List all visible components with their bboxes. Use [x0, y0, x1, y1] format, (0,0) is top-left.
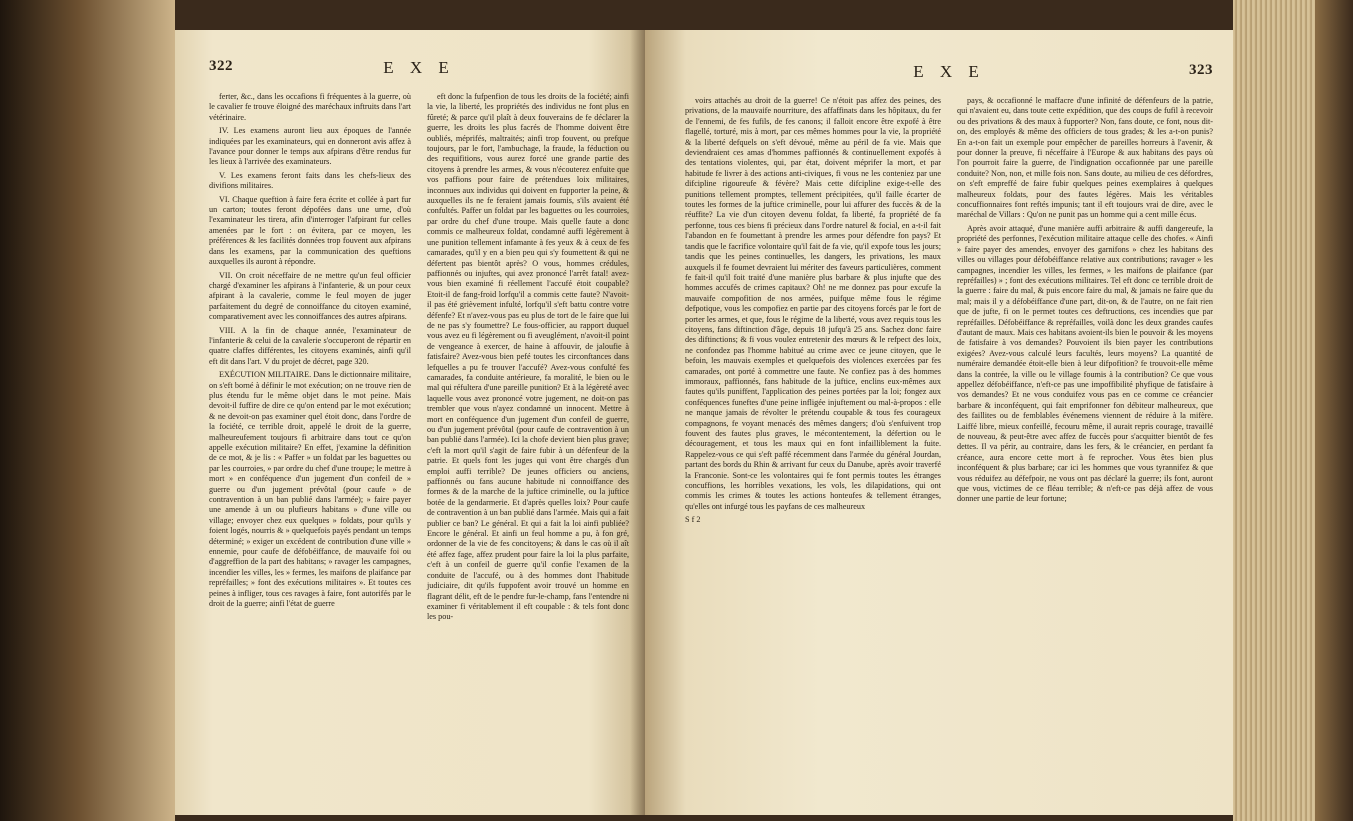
left-page-header: E X E [383, 58, 455, 77]
paragraph: IV. Les examens auront lieu aux époques de l'année indiquées par les examinateurs, qui en donneront avis affez à l'avance pour donner le temps aux afpirans d'être rendus fur les lieux à l'arrivée des examinateurs. [209, 126, 411, 167]
right-column-2 [957, 96, 1213, 515]
paragraph: ferter, &c., dans les occafions fi fréquentes à la guerre, où le cavalier fe trouve éloigné des maréchaux inftruits dans l'art vétérinaire. [209, 92, 411, 122]
left-page [175, 30, 645, 815]
right-page-header: E X E [913, 62, 985, 81]
left-column-1 [209, 92, 411, 626]
paragraph: V. Les examens feront faits dans les chefs-lieux des divifions militaires. [209, 170, 411, 191]
book-edge-left [0, 0, 175, 821]
paragraph: EXÉCUTION MILITAIRE. Dans le dictionnaire militaire, on s'eft borné à définir le mot exécution; on ne trouve rien de plus étendu fur le même objet dans le mot peine. Mais devoit-il fuffire de dire ce qu'on entend par le mot exécution; & ne devoit-on pas examiner quel étoit donc, dans l'ordre de la fociété, ce terrible droit, appelé le droit de la guerre, malheureufement toujours fi arbitraire dans tout ce qu'on appelle exécution militaire? En effet, j'examine la définition de ce mot, & je lis : « Paffer » un foldat par les baguettes ou par les courroies, » par ordre du chef d'une troupe; le mettre à mort » en conféquence d'un jugement d'un confeil de » guerre ou d'un jugement prévôtal (pour caufe » de contravention à un ban publié dans l'armée); » faire payer une amende à un ou plufieurs habitans » d'une ville ou village; envoyer chez eux quelques » foldats, pour qu'ils y foient logés, nourris & » quelquefois payés pendant un temps déterminé; » exiger un excédent de contribution d'une ville » ennemie, pour caufe de défobéiffance, de mauvaife foi ou d'aggreffion de la part des habitans; » ravager les campagnes, incendier les villes, les » fermes, les maifons de plaifance par repréfailles; » font des exécutions militaires ». Et toutes ces peines à infliger, tous ces ravages à faire, font autorifés par le droit de la guerre; ainfi l'état de guerre [209, 370, 411, 609]
left-columns [209, 92, 629, 626]
right-page [645, 30, 1233, 815]
paragraph: VIII. A la fin de chaque année, l'examinateur de l'infanterie & celui de la cavalerie s'occuperont de répartir en quatre claffes différentes, les citoyens examinés, ainfi qu'il eft dit dans l'art. V du projet de décret, page 320. [209, 325, 411, 366]
paragraph: eft donc la fufpenfion de tous les droits de la fociété; ainfi la vie, la liberté, les propriétés des individus ne font plus en fûreté; & parce qu'il plaît à deux fouverains de fe déclarer la guerre, les droits les plus facrés de l'homme doivent être oubliés, méprifés, maltraités; ainfi trop fouvent, ou prefque toujours, par le fort, l'ambuchage, la fraude, la féduction ou des requifitions, vous aurez forcé une grande partie des citoyens à prendre les armes, & vous n'écouterez enfuite que vos paffions pour faire de prétendues loix militaires, inconnues aux individus qui doivent en fupporter la peine, & auxquelles ils ne fe feraient jamais foumis, s'ils avaient été confultés. Paffer un foldat par les baguettes ou les courroies, par ordre du chef d'une troupe. Mais quelle faute a donc commis ce malheureux foldat, condamné auffi légèrement à une punition tellement infamante à fes yeux & à ceux de fes camarades, qu'il y en a bien peu qui s'y foumettent & qui ne défertent pas bientôt après? O vous, hommes crédules, paffionnés ou injuftes, qui avez prononcé l'arrêt fatal! avez-vous bien examiné fi réellement l'accufé étoit coupable? Etoit-il de fang-froid lorfqu'il a commis cette faute? N'avoit-il pas été grièvement infulté, lorfqu'il s'eft battu contre votre défenfe? Et n'avez-vous pas eu plus de tort de le faire que lui de ne pas s'y foumettre? Le fous-officier, au rapport duquel vous avez eu fi légèrement ou fi aveuglément, n'avoit-il point de vengeance à exercer, de haine à affouvir, de jaloufie à fatisfaire? Avez-vous bien pefé toutes les circonftances dans lefquelles a pu fe trouver l'accufé? Avez-vous confulté fes camarades, fa conduite antérieure, fa moralité, le bien ou le mal qui réfultera d'une pareille punition? Et à la légèreté avec laquelle vous avez prononcé votre jugement, ne doit-on pas trembler que vous n'ayez condamné un innocent. Mettre à mort en conféquence d'un jugement d'un confeil de guerre, ou d'un jugement prévôtal (pour caufe de contravention à un ban publié dans l'armée). Ici la chofe devient bien plus grave; c'eft la mort qu'il s'agit de faire fubir à un défenfeur de la patrie. Et quels font les juges qui vont être chargés d'un emploi auffi terrible? De jeunes officiers ou anciens, paffionnés ou fans aucune habitude ni connoiffance des formes & de la marche de la juftice criminelle, ou la juftice botée de la gendarmerie. Et d'après quelles loix? Pour caufe de contravention à un ban publié dans l'armée. Mais qui a fait publier ce ban? Le général. Et qui a fait la loi ainfi publiée? Encore le général. Et ainfi un feul homme a pu, à fon gré, ordonner de la vie de fes concitoyens; & dans le cas où il aît été affez fage, affez prudent pour faire la loi la plus parfaite, c'eft à un confeil de guerre qu'il confie l'examen de la conduite de l'accufé, ou à des hommes dont l'habitude judiciaire, dit qu'ils fuppofent avoir trouvé un homme en flagrant délit, eft de le pendre fur-le-champ, fans l'entendre ni examiner fi véritablement il eft coupable : & tels font donc les pou- [427, 92, 629, 622]
right-column-1 [685, 96, 941, 515]
left-column-2 [427, 92, 629, 626]
signature-mark: S f 2 [685, 515, 701, 525]
right-columns [685, 96, 1213, 515]
left-running-head [209, 58, 629, 84]
left-page-number: 322 [209, 58, 233, 74]
paragraph: VII. On croit néceffaire de ne mettre qu'un feul officier chargé d'examiner les afpirans à l'infanterie, & un pour ceux afpirant à la cavalerie, comme le feul moyen de juger parfaitement du degré de connoiffance du citoyen examiné, comparativement avec les connoiffances des autres afpirans. [209, 270, 411, 322]
right-running-head [685, 62, 1213, 88]
book-edge-right [1233, 0, 1353, 821]
paragraph: voirs attachés au droit de la guerre! Ce n'étoit pas affez des peines, des privations, de la mauvaife nourriture, des affaffinats dans les hôpitaux, du fer de l'ennemi, de fes fufils, de fes canons; il falloit encore être expofé à être flagellé, torturé, mis à mort, par ces mêmes hommes pour la vie, la propriété & la liberté defquels on s'eft dévoué, même au péril de fa vie. Mais que deviendraient ces amas d'hommes paffionnés & continuellement expofés à des tentations violentes, qui, par état, doivent méprifer la mort, et par habitude fe livrer à des actions anti-civiques, fi vous ne les conteniez par une difcipline rigoureufe & févère? Mais cette difcipline exige-t-elle des punitions tellement promptes, tellement précipitées, qu'il faille écarter de toutes les formes de la juftice criminelle, pour lui affurer des fuccès & de la réuffite? La vie d'un citoyen devenu foldat, fa liberté, fa propriété de fa perfonne, tous ces biens fi précieux dans l'ordre naturel & focial, en a-t-il fait l'abandon en fe foumettant à prendre les armes pour défendre fon pays? Et tandis que le facrifice volontaire qu'il fait de fa vie, qu'il expofe tous les jours; tandis que les peines continuelles, les dangers, les privations, les maux auxquels il fe foumet devraient lui mériter des faveurs particulières, comment fe fait-il qu'il foit traité d'une manière plus barbare & plus injufte que des hommes accufés de crimes capitaux? Oh! ne me donnez pas pour excufe la mauvaife compofition de nos armées, puifque même fous le régime defpotique, vous les compofiez en partie par des citoyens forcés par le fort de porter les armes, et que, fous le régime de la liberté, vous avez requis tous les citoyens, fans diftinction d'âge, depuis 18 jufqu'à 25 ans. Sachez donc faire des diftinctions; & fi vous voulez entretenir des mœurs & le refpect des loix, ne confondez pas l'homme habitué au crime avec ce jeune citoyen, que le befoin, les mauvais exemples et quelquefois des violences exercées par fes camarades, ont porté à commettre une faute. Ne confiez pas à des hommes immoraux, paffionnés, fans habitude de la juftice, enclins eux-mêmes aux fautes qu'ils puniffent, l'application des peines portées par la loi; fongez aux conféquences funeftes d'une peine infligée injuftement ou mal-à-propos : elle ne manque jamais de révolter le prétendu coupable & tous fes courageux compagnons, fe voyant menacés des mêmes dangers; d'où s'enfuivent trop fouvent des fautes plus graves, le mécontentement, la défertion ou le découragement, et tous les maux qui en font infailliblement la fuite. Rappelez-vous ce qui s'eft paffé récemment dans l'armée du général Jourdan, partant des bords du Rhin & arrivant fur ceux du Danube, après avoir traverfé la Franconie. Sont-ce les volontaires qui fe font permis toutes les étranges concuffions, les horribles vexations, les vols, les dilapidations, qui ont commis les crimes & toutes les actions honteufes & tellement étranges, qu'elles ont infurgé tous les payfans de ces malheureux [685, 96, 941, 511]
paragraph: pays, & occafionné le maffacre d'une infinité de défenfeurs de la patrie, qui n'avaient eu, dans toute cette expédition, que des coups de fufil à recevoir ou des privations & des maux à fupporter? Non, fans doute, ce font, nous dit-on, des employés & même des officiers de tous grades; & les a-t-on punis? En a-t-on fait un exemple pour empêcher de pareilles horreurs à l'avenir, & pour donner la preuve, fi néceffaire à l'Europe & aux habitans des pays où l'on pourroit faire la guerre, de l'indignation occafionnée par une pareille conduite? Non, non, et mille fois non. Sans doute, au milieu de ces défordres, on s'eft empreffé de faire fubir quelques peines exemplaires à quelques malheureux foldats, pour des fautes légères. Mais les véritables concuffionnaires font reftés impunis; tant il eft toujours vrai de dire, avec le maréchal de Villars : Qu'on ne punit pas un homme qui a cent mille écus. [957, 96, 1213, 220]
right-page-number: 323 [1189, 62, 1213, 78]
paragraph: Après avoir attaqué, d'une manière auffi arbitraire & auffi dangereufe, la propriété des perfonnes, l'exécution militaire attaque celle des chofes. « Ainfi » faire payer des amendes, envoyer des garnifons » chez les habitans des villes ou villages pour défobéiffance relative aux contributions; ravager » les campagnes, incendier les villes, les fermes, » les maifons de plaifance (par repréfailles) » ; font des exécutions militaires. Tel eft donc ce terrible droit de la guerre : faire du mal, & puis encore faire du mal, & jamais ne faire que du mal; mais il y a défobéiffance d'une part, dit-on, & de l'autre, on ne fait rien que de jufte, fi on le permet toutes ces deftructions, ces incendies que par repréfailles. Défobéiffance & repréfailles, voilà donc les deux grandes caufes d'autant de maux. Mais ces habitans avoient-ils bien le pouvoir & les moyens de fatisfaire à vos demandes? Pouvoient ils bien payer les contributions exigées? Avez-vous calculé leurs facultés, leurs moyens? La quantité de numéraire demandée étoit-elle bien à leur difpofition? fe trouvoit-elle même dans la contrée, la ville ou le village foumis à la contribution? Ce que vous appellez défobéiffance, n'eft-ce pas une impoffibilité phyfique de fatisfaire à vos demandes? Et ne vous conduifez vous pas en ce comme ce créancier barbare & inconféquent, qui fait emprifonner fon débiteur malheureux, que des faillites ou de femblables événemens viennent de réduire à la mifère. Laiffé libre, mieux confeillé, fecouru même, il aurait repris courage, travaillé de nouveau, & peut-être avec affez de fuccès pour s'acquitter bientôt de fes dettes. Il va périr, au contraire, dans les fers, & le créancier, en perdant fa créance, aura encore cette mort à fe reprocher. Vous êtes bien plus inconféquent & plus barbare; car ici les hommes que vous tyrannifez & que vous réduifez au défefpoir, ne vous ont pas déclaré la guerre; ils font, auront que vous, victimes de ce fléau terrible; & n'eft-ce pas déjà affez de vous donner une partie de leur fortune; [957, 223, 1213, 504]
paragraph: VI. Chaque queftion à faire fera écrite et collée à part fur un carton; toutes feront dépofées dans une urne, d'où l'examinateur les tirera, afin d'interroger l'afpirant fur celles amenées par le fort : on évitera, par ce moyen, les préférences & les facilités données trop fouvent aux afpirans dans les examens, par la communication des queftions auxquelles ils auront à répondre. [209, 194, 411, 267]
